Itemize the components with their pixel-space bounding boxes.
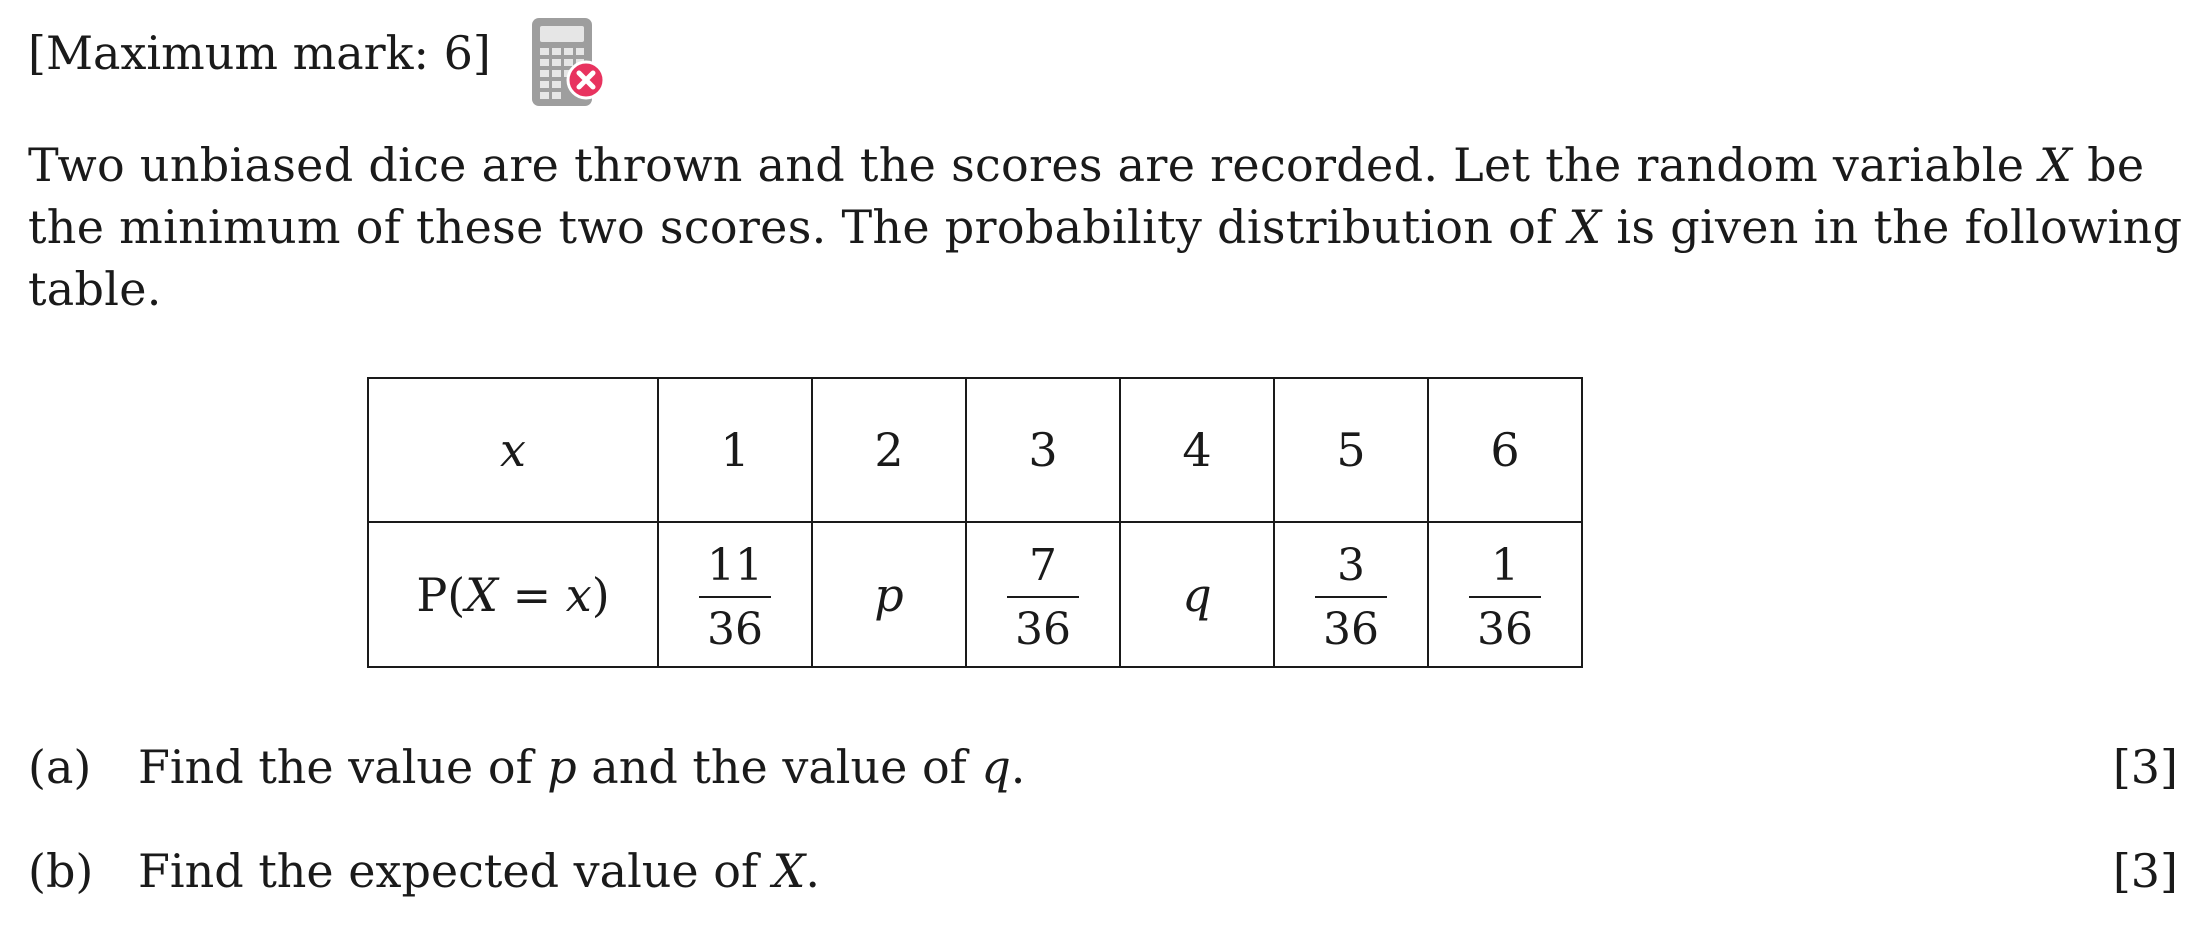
question-header (28, 26, 491, 80)
table-header-probability: P(X = x) (368, 522, 658, 667)
probability-distribution-table (367, 377, 1583, 668)
part-a-text: Find the value of p and the value of q. (138, 740, 1026, 794)
table-cell-x: 1 (658, 378, 812, 522)
table-cell-x: 3 (966, 378, 1120, 522)
table-cell-x: 5 (1274, 378, 1428, 522)
table-cell-x: 6 (1428, 378, 1582, 522)
table-cell-x: 4 (1120, 378, 1274, 522)
table-cell-probability: q (1120, 522, 1274, 667)
question-intro (28, 134, 2183, 320)
intro-line-2: the minimum of these two scores. The probability distribution of X is given in the following (28, 200, 2183, 254)
table-row-probability (368, 522, 1582, 667)
table-cell-probability: $\frac{7}{36}$ (966, 522, 1120, 667)
table-cell-probability: $\frac{3}{36}$ (1274, 522, 1428, 667)
table-cell-probability: $\frac{11}{36}$ (658, 522, 812, 667)
part-a-label: (a) (28, 740, 92, 794)
intro-line-3: table. (28, 262, 162, 316)
part-b-label: (b) (28, 844, 94, 898)
part-a-marks: [3] (2112, 740, 2178, 794)
part-b-text: Find the expected value of X. (138, 844, 820, 898)
table-cell-probability: p (812, 522, 966, 667)
table-cell-probability: $\frac{1}{36}$ (1428, 522, 1582, 667)
intro-line-1: Two unbiased dice are thrown and the scores are recorded. Let the random variable X be (28, 138, 2145, 192)
table-row-x (368, 378, 1582, 522)
maximum-mark: [Maximum mark: 6] (28, 26, 491, 80)
table-cell-x: 2 (812, 378, 966, 522)
calculator-not-allowed-icon (528, 16, 608, 110)
table-header-x: x (368, 378, 658, 522)
part-b-marks: [3] (2112, 844, 2178, 898)
